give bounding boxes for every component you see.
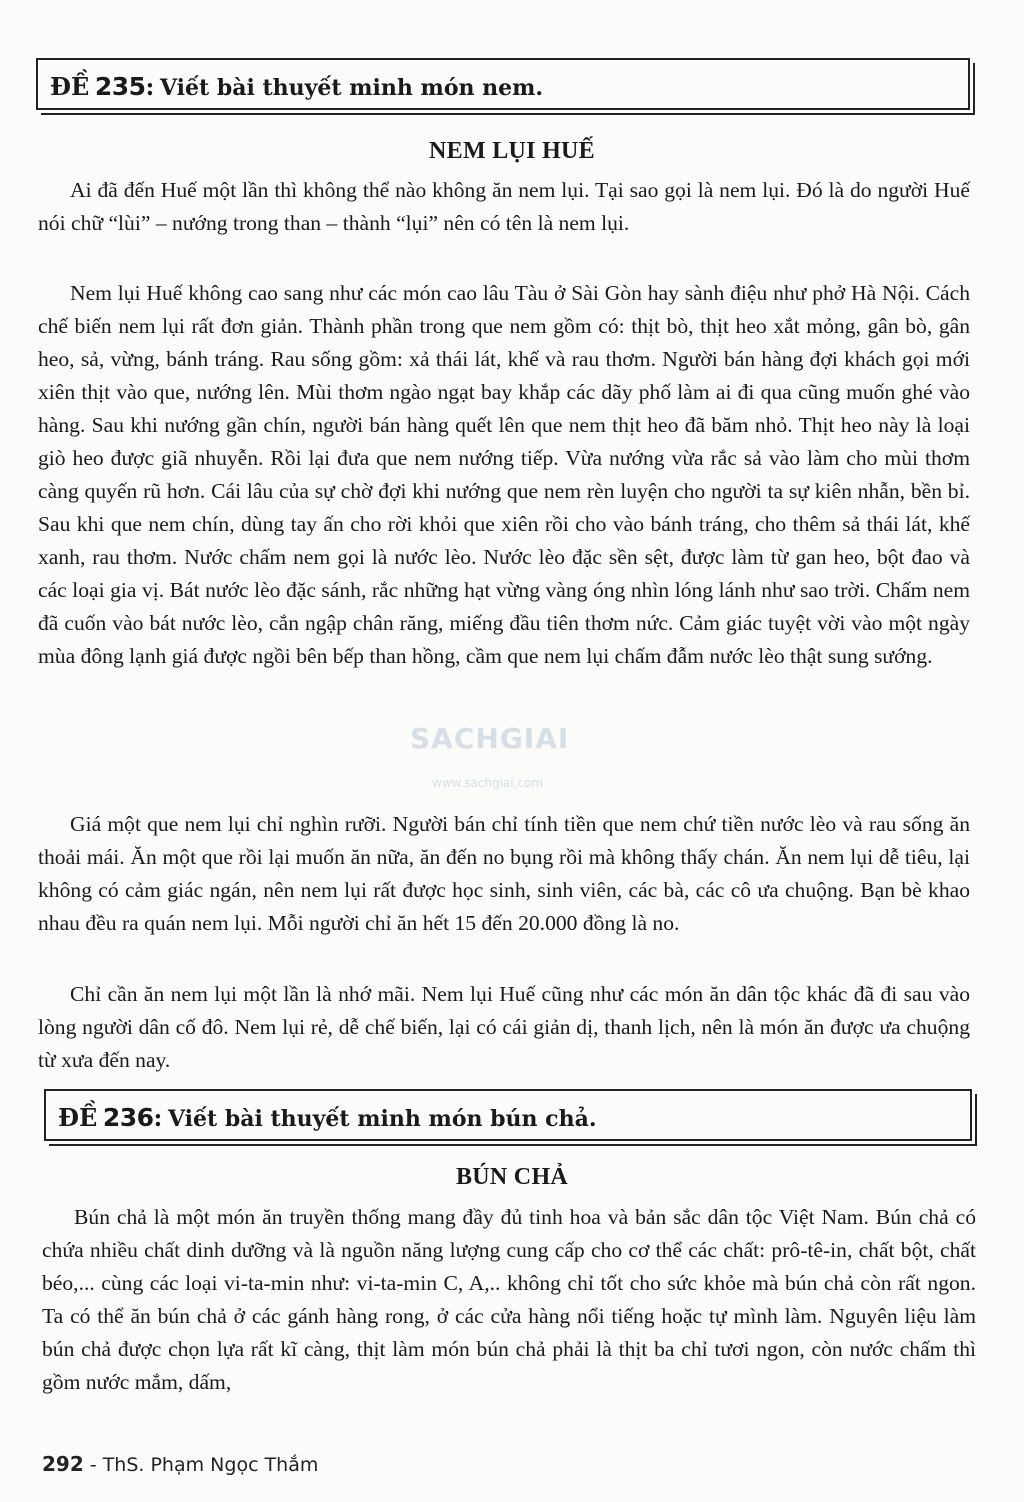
- paragraph: Chỉ cần ăn nem lụi một lần là nhớ mãi. Nem lụi Huế cũng như các món ăn dân tộc khác đã đi sau vào lòng người dân cố đô. Nem lụi rẻ, dễ chế biến, lại có cái giản dị, thanh lịch, nên là món ăn được ưa chuộng từ xưa đến nay.: [38, 982, 970, 1072]
- exercise-title: Viết bài thuyết minh món nem.: [159, 75, 544, 101]
- exercise-header-236: [58, 1103, 596, 1132]
- exercise-number: 235: [94, 72, 146, 101]
- exercise-colon: :: [153, 1103, 163, 1132]
- footer-author: ThS. Phạm Ngọc Thắm: [102, 1454, 319, 1476]
- footer-separator: -: [83, 1454, 103, 1476]
- paragraph: Giá một que nem lụi chỉ nghìn rưỡi. Người bán chỉ tính tiền que nem chứ tiền nước lèo và rau sống ăn thoải mái. Ăn một que rồi lại muốn ăn nữa, ăn đến no bụng rồi mà không thấy chán. Ăn nem lụi dễ tiêu, lại không có cảm giác ngán, nên nem lụi rất được học sinh, sinh viên, các bà, các cô ưa chuộng. Bạn bè khao nhau đều ra quán nem lụi. Mỗi người chỉ ăn hết 15 đến 20.000 đồng là no.: [38, 812, 970, 935]
- paragraph: Bún chả là một món ăn truyền thống mang đầy đủ tinh hoa và bản sắc dân tộc Việt Nam. Bún chả có chứa nhiều chất dinh dưỡng và là nguồn năng lượng cung cấp cho cơ thể các chất: prô-tê-in, chất bột, chất béo,... cùng các loại vi-ta-min như: vi-ta-min C, A,.. không chỉ tốt cho sức khỏe mà bún chả còn rất ngon. Ta có thể ăn bún chả ở các gánh hàng rong, ở các cửa hàng nổi tiếng hoặc tự mình làm. Nguyên liệu làm bún chả được chọn lựa rất kĩ càng, thịt làm món bún chả phải là thịt ba chỉ tươi ngon, còn nước chấm thì gồm nước mắm, dấm,: [42, 1205, 976, 1394]
- page-number: 292: [42, 1452, 84, 1476]
- watermark-url: www.sachgiai.com: [432, 776, 544, 790]
- paragraph: Nem lụi Huế không cao sang như các món cao lâu Tàu ở Sài Gòn hay sành điệu như phở Hà Nội. Cách chế biến nem lụi rất đơn giản. Thành phần trong que nem gồm có: thịt bò, thịt heo xắt mỏng, gân bò, gân heo, sả, vừng, bánh tráng. Rau sống gồm: xả thái lát, khế và rau thơm. Người bán hàng đợi khách gọi mới xiên thịt vào que, nướng lên. Mùi thơm ngào ngạt bay khắp các dãy phố làm ai đi qua cũng muốn ghé vào hàng. Sau khi nướng gần chín, người bán hàng quết lên que nem thịt heo đã băm nhỏ. Thịt heo này là loại giò heo được giã nhuyễn. Rồi lại đưa que nem nướng tiếp. Vừa nướng vừa rắc sả vào làm cho mùi thơm càng quyến rũ hơn. Cái lâu của sự chờ đợi khi nướng que nem rèn luyện cho người ta sự kiên nhẫn, bền bỉ. Sau khi que nem chín, dùng tay ấn cho rời khỏi que xiên rồi cho vào bánh tráng, cho thêm sả thái lát, khế xanh, rau thơm. Nước chấm nem gọi là nước lèo. Nước lèo đặc sền sệt, được làm từ gan heo, bột đao và các loại gia vị. Bát nước lèo đặc sánh, rắc những hạt vừng vàng óng nhìn lóng lánh như sao trời. Chấm nem đã cuốn vào bát nước lèo, cắn ngập chân răng, miếng đầu tiên thơm nức. Cảm giác tuyệt vời vào một ngày mùa đông lạnh giá được ngồi bên bếp than hồng, cầm que nem lụi chấm đẫm nước lèo thật sung sướng.: [38, 281, 970, 668]
- exercise-de-word: ĐỀ: [58, 1103, 98, 1132]
- watermark-logo: SACHGIAI: [410, 722, 570, 755]
- exercise-title: Viết bài thuyết minh món bún chả.: [167, 1106, 597, 1132]
- paragraph: Ai đã đến Huế một lần thì không thể nào không ăn nem lụi. Tại sao gọi là nem lụi. Đó là do người Huế nói chữ “lùi” – nướng trong than – thành “lụi” nên có tên là nem lụi.: [38, 178, 970, 235]
- exercise-header-235: [50, 72, 543, 101]
- section-title-bun-cha: BÚN CHẢ: [455, 1164, 569, 1190]
- page-footer: [42, 1452, 318, 1476]
- section-title-nem-lui-hue: NEM LỤI HUẾ: [429, 138, 595, 164]
- exercise-number: 236: [102, 1103, 154, 1132]
- exercise-colon: :: [145, 72, 155, 101]
- exercise-de-word: ĐỀ: [50, 72, 90, 101]
